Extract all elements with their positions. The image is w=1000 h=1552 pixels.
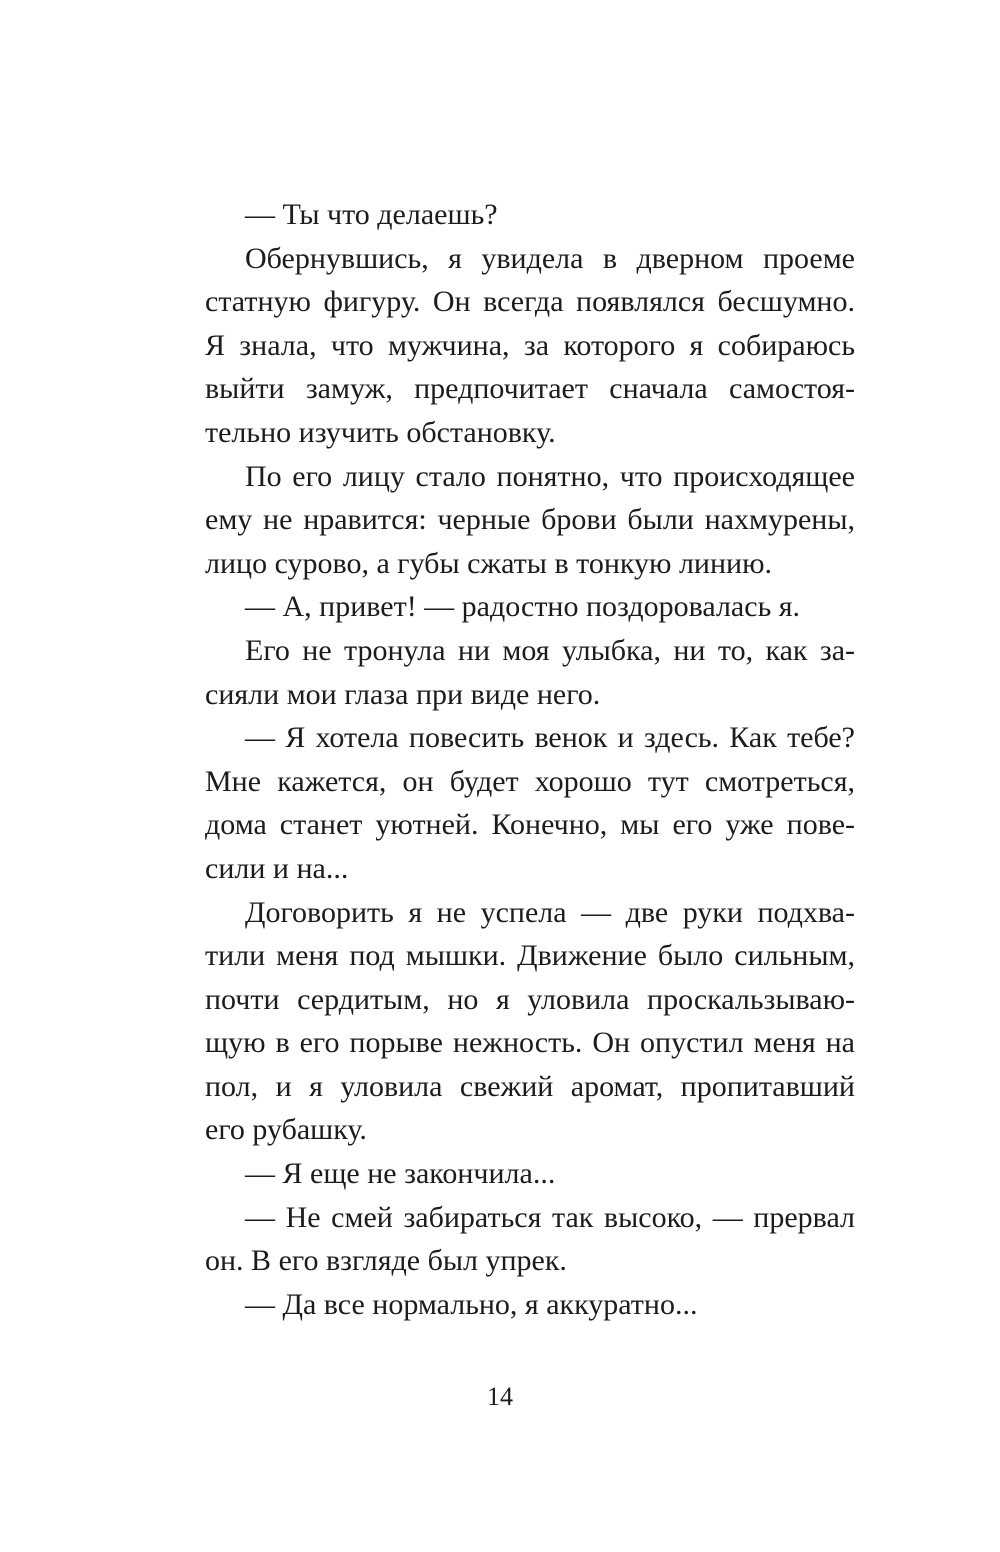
text-line: Я знала, что мужчина, за которого я собираюсь <box>205 328 855 362</box>
text-line: он. В его взгляде был упрек. <box>205 1244 567 1278</box>
text-line: Мне кажется, он будет хорошо тут смотреться, <box>205 764 855 798</box>
text-line: — Не смей забираться так высоко, — прервал <box>245 1200 855 1234</box>
text-line: сили и на... <box>205 851 349 885</box>
text-line: почти сердитым, но я уловила проскальзываю- <box>205 982 855 1016</box>
text-line: — А, привет! — радостно поздоровалась я. <box>245 590 801 624</box>
text-line: тельно изучить обстановку. <box>205 415 556 449</box>
text-line: выйти замуж, предпочитает сначала самостоя- <box>205 372 855 406</box>
text-line: статную фигуру. Он всегда появлялся бесшумно. <box>205 285 855 319</box>
text-line: щую в его порыве нежность. Он опустил меня на <box>205 1026 855 1060</box>
text-line: ему не нравится: черные брови были нахмурены, <box>205 503 855 537</box>
page-number: 14 <box>487 1382 513 1411</box>
page-text <box>205 193 855 1326</box>
text-line: Договорить я не успела — две руки подхва- <box>245 895 855 929</box>
text-line: Его не тронула ни моя улыбка, ни то, как за- <box>245 633 855 667</box>
text-line: Обернувшись, я увидела в дверном проеме <box>245 241 855 275</box>
text-line: тили меня под мышки. Движение было сильным, <box>205 939 855 973</box>
text-line: — Да все нормально, я аккуратно... <box>245 1287 698 1321</box>
text-line: пол, и я уловила свежий аромат, пропитавший <box>205 1069 855 1103</box>
text-line: — Я хотела повесить венок и здесь. Как тебе? <box>245 721 855 755</box>
text-line: его рубашку. <box>205 1113 367 1147</box>
text-line: По его лицу стало понятно, что происходящее <box>245 459 855 493</box>
text-line: — Ты что делаешь? <box>245 198 498 231</box>
text-line: дома станет уютней. Конечно, мы его уже пове- <box>205 808 855 842</box>
text-line: сияли мои глаза при виде него. <box>205 677 601 711</box>
text-line: лицо сурово, а губы сжаты в тонкую линию. <box>205 546 772 580</box>
text-line: — Я еще не закончила... <box>245 1157 556 1191</box>
